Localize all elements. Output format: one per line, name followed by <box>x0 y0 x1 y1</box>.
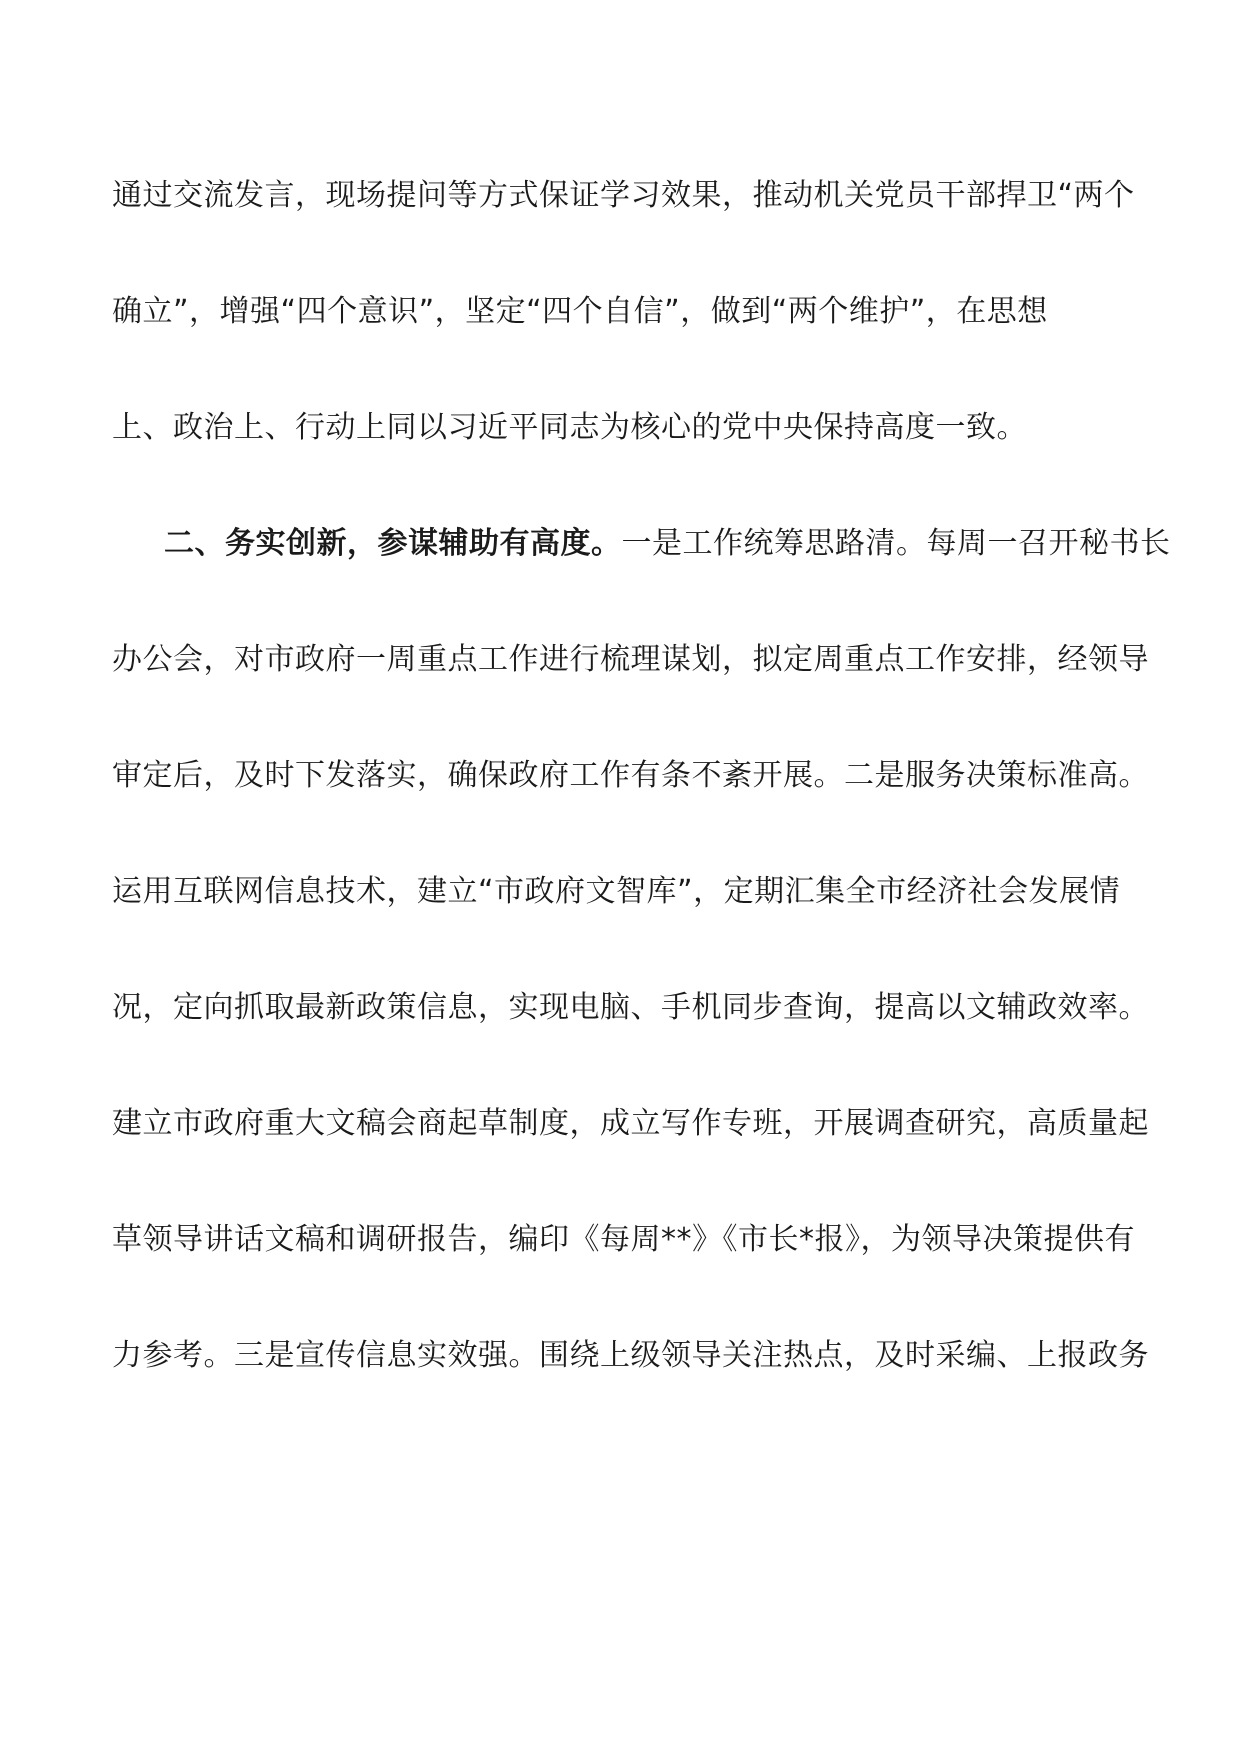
paragraph-line-10: 草领导讲话文稿和调研报告，编印《每周**》《市长*报》，为领导决策提供有 <box>112 1222 1135 1257</box>
section-heading-line <box>164 524 1194 564</box>
section-heading-continuation: 一是工作统筹思路清。每周一召开秘书长 <box>621 526 1171 561</box>
paragraph-line-2: 确立”，增强“四个意识”，坚定“四个自信”，做到“两个维护”，在思想 <box>112 294 1048 329</box>
paragraph-line-5: 办公会，对市政府一周重点工作进行梳理谋划，拟定周重点工作安排，经领导 <box>112 642 1149 677</box>
paragraph-line-6: 审定后，及时下发落实，确保政府工作有条不紊开展。二是服务决策标准高。 <box>112 758 1149 793</box>
paragraph-line-7: 运用互联网信息技术，建立“市政府文智库”，定期汇集全市经济社会发展情 <box>112 874 1121 909</box>
paragraph-line-9: 建立市政府重大文稿会商起草制度，成立写作专班，开展调查研究，高质量起 <box>112 1106 1149 1141</box>
paragraph-line-1: 通过交流发言，现场提问等方式保证学习效果，推动机关党员干部捍卫“两个 <box>112 178 1135 213</box>
paragraph-line-11: 力参考。三是宣传信息实效强。围绕上级领导关注热点，及时采编、上报政务 <box>112 1338 1149 1373</box>
paragraph-line-3: 上、政治上、行动上同以习近平同志为核心的党中央保持高度一致。 <box>112 410 1027 445</box>
section-heading: 二、务实创新，参谋辅助有高度。 <box>164 526 622 561</box>
paragraph-line-8: 况，定向抓取最新政策信息，实现电脑、手机同步查询，提高以文辅政效率。 <box>112 990 1149 1025</box>
